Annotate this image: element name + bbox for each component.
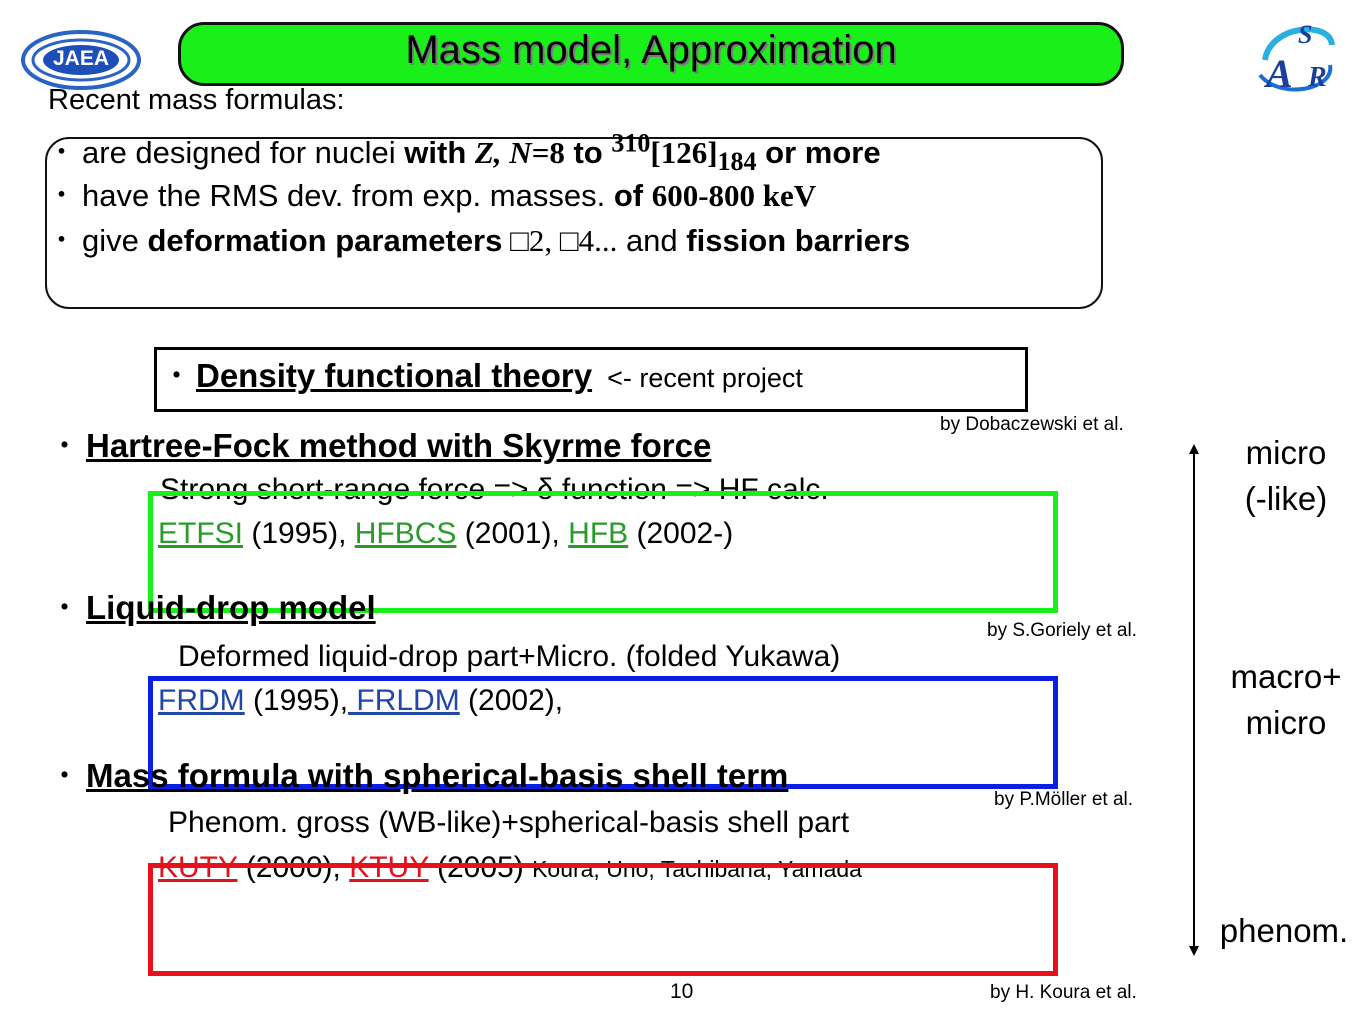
line1-zn: Z, N (474, 135, 532, 170)
ld-desc: Deformed liquid-drop part+Micro. (folded Yukawa) (178, 640, 841, 673)
hf-heading (48, 420, 711, 467)
side-macro-line1: macro+ (1230, 658, 1342, 695)
recent-heading: Recent mass formulas: (48, 84, 345, 116)
hf-label: Hartree-Fock method with Skyrme force (86, 427, 712, 464)
model-link-hfbcs[interactable]: HFBCS (354, 517, 457, 550)
ld-label: Liquid-drop model (86, 589, 376, 626)
hf-desc: Strong short-range force => δ function => HF calc. (160, 473, 829, 506)
sar-logo-r: R (1308, 62, 1327, 93)
model-link-frdm[interactable]: FRDM (158, 684, 245, 717)
side-label-phenom: phenom. (1219, 912, 1349, 949)
hf-by: by S.Goriely et al. (987, 620, 1137, 641)
model-year: (1995), (244, 684, 349, 717)
bullet: ・ (160, 357, 193, 394)
side-micro-line1: micro (1245, 434, 1327, 471)
page-number: 10 (670, 980, 694, 1003)
model-link-etfsi[interactable]: ETFSI (158, 517, 244, 550)
line1-with: with (404, 135, 475, 170)
side-micro-line2: (-like) (1244, 480, 1328, 517)
model-year: (2002-) (628, 517, 734, 550)
model-link-ktuy[interactable]: KTUY (349, 851, 429, 884)
jaea-logo-text: JAEA (52, 47, 110, 70)
dft-note: <- recent project (607, 363, 803, 393)
line1-pre: are designed for nuclei (82, 135, 405, 170)
bullet: ・ (46, 135, 77, 170)
bullet: ・ (46, 178, 77, 213)
model-year: (2005) (428, 851, 533, 884)
mf-label: Mass formula with spherical-basis shell term (86, 757, 789, 794)
recent-line-2 (46, 170, 816, 215)
bullet: ・ (48, 427, 81, 464)
line2-of: of (613, 178, 652, 213)
page-title: Mass model, Approximation (405, 28, 897, 72)
bullet: ・ (48, 589, 81, 626)
line1-post: or more (756, 135, 881, 170)
side-label-macro (1206, 654, 1365, 746)
ld-by: by P.Möller et al. (994, 789, 1134, 810)
sar-logo-s: S (1298, 20, 1313, 49)
mf-authors: Koura, Uno, Tachibana, Yamada (532, 856, 862, 882)
line3-dp: deformation parameters (147, 223, 503, 258)
line1-sub: 184 (717, 147, 757, 177)
side-label-micro (1206, 430, 1365, 522)
dft-line (160, 350, 803, 397)
sar-logo-a: A (1266, 51, 1293, 96)
bullet: ・ (46, 223, 77, 258)
line3-fb: fission barriers (686, 223, 911, 258)
sar-logo (1250, 20, 1340, 100)
jaea-logo (20, 28, 142, 92)
dft-label: Density functional theory (196, 357, 593, 394)
line2-pre: have the RMS dev. from exp. masses. (82, 178, 614, 213)
line1-sup: 310 (611, 128, 651, 158)
dft-by: by Dobaczewski et al. (940, 414, 1124, 435)
line1-to: to (564, 135, 612, 170)
line3-pre: give (82, 223, 148, 258)
side-macro-line2: micro (1245, 704, 1327, 741)
mf-highlight-box (148, 863, 1058, 976)
mf-heading (48, 750, 788, 797)
model-link-kuty[interactable]: KUTY (158, 851, 238, 884)
model-link-hfb[interactable]: HFB (568, 517, 629, 550)
model-year: (2000), (237, 851, 350, 884)
line1-eq8: =8 (531, 135, 565, 170)
line3-glyphs: □2, □4... (502, 223, 618, 258)
recent-line-3 (46, 215, 910, 260)
bullet: ・ (48, 757, 81, 794)
mf-desc: Phenom. gross (WB-like)+spherical-basis shell part (168, 806, 850, 839)
model-link-frldm[interactable]: FRLDM (348, 684, 460, 717)
model-year: (2001), (456, 517, 569, 550)
mf-by: by H. Koura et al. (990, 982, 1137, 1003)
model-year: (1995), (243, 517, 355, 550)
line2-value: 600-800 keV (651, 178, 817, 213)
line1-mid: [126] (650, 135, 718, 170)
ld-heading (48, 582, 376, 629)
scale-arrow (1186, 444, 1202, 956)
line3-and: and (617, 223, 687, 258)
model-year: (2002), (459, 684, 564, 717)
